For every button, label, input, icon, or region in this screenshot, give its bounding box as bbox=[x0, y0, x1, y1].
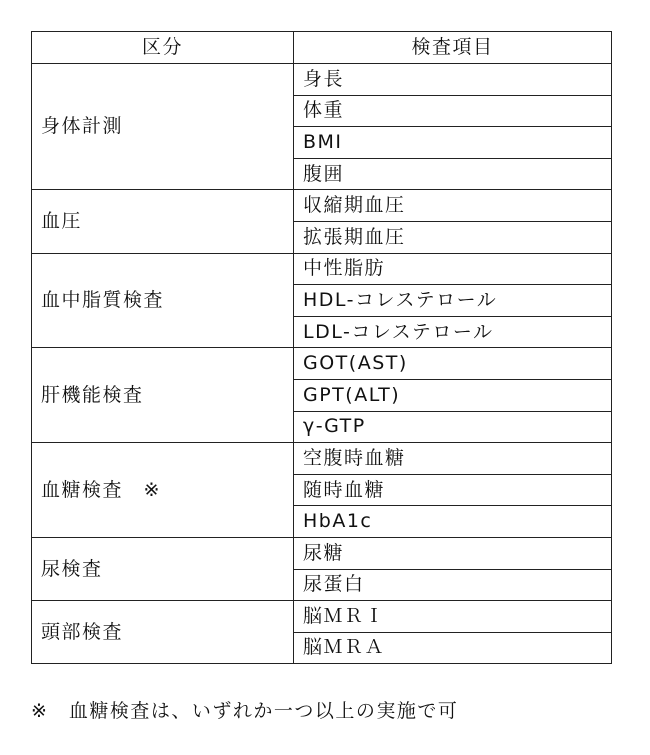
category-cell: 血中脂質検査 bbox=[32, 253, 294, 348]
exam-item-cell: 収縮期血圧 bbox=[294, 190, 612, 222]
exam-item-cell: 拡張期血圧 bbox=[294, 221, 612, 253]
exam-item-cell: 体重 bbox=[294, 95, 612, 127]
footnote: ※ 血糖検査は、いずれか一つ以上の実施で可 bbox=[31, 700, 459, 722]
category-cell: 頭部検査 bbox=[32, 601, 294, 664]
category-cell: 血糖検査 ※ bbox=[32, 443, 294, 538]
exam-item-cell: 脳ＭＲＡ bbox=[294, 632, 612, 664]
exam-item-cell: 随時血糖 bbox=[294, 474, 612, 506]
exam-item-cell: HDL-コレステロール bbox=[294, 285, 612, 317]
table-body bbox=[32, 64, 612, 664]
header-exam-item: 検査項目 bbox=[294, 32, 612, 64]
table-row bbox=[32, 443, 612, 475]
table-row bbox=[32, 537, 612, 569]
exam-item-cell: GPT(ALT) bbox=[294, 379, 612, 411]
category-cell: 尿検査 bbox=[32, 537, 294, 600]
exam-item-cell: 身長 bbox=[294, 64, 612, 96]
exam-item-cell: BMI bbox=[294, 127, 612, 159]
table-row bbox=[32, 190, 612, 222]
category-cell: 肝機能検査 bbox=[32, 348, 294, 443]
table-header-row bbox=[32, 32, 612, 64]
exam-item-cell: 腹囲 bbox=[294, 158, 612, 190]
exam-items-table bbox=[31, 31, 612, 664]
category-cell: 血圧 bbox=[32, 190, 294, 253]
exam-item-cell: LDL-コレステロール bbox=[294, 316, 612, 348]
exam-item-cell: 脳ＭＲＩ bbox=[294, 601, 612, 633]
category-cell: 身体計測 bbox=[32, 64, 294, 190]
table-row bbox=[32, 64, 612, 96]
table-row bbox=[32, 348, 612, 380]
exam-item-cell: 尿蛋白 bbox=[294, 569, 612, 601]
exam-item-cell: 尿糖 bbox=[294, 537, 612, 569]
exam-item-cell: γ-GTP bbox=[294, 411, 612, 443]
exam-item-cell: GOT(AST) bbox=[294, 348, 612, 380]
exam-item-cell: 中性脂肪 bbox=[294, 253, 612, 285]
table-row bbox=[32, 253, 612, 285]
header-category: 区分 bbox=[32, 32, 294, 64]
exam-item-cell: HbA1c bbox=[294, 506, 612, 538]
exam-item-cell: 空腹時血糖 bbox=[294, 443, 612, 475]
table-row bbox=[32, 601, 612, 633]
